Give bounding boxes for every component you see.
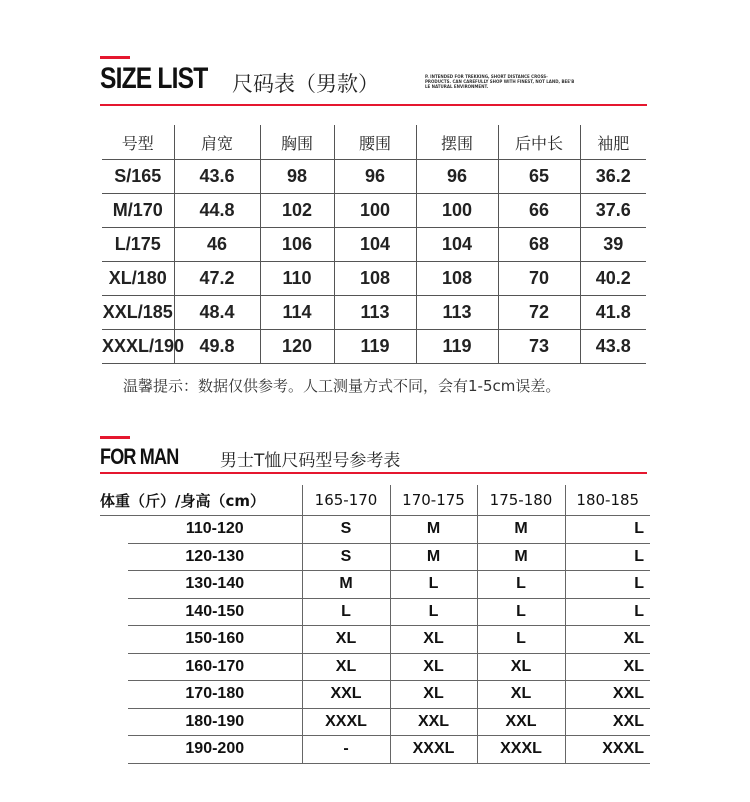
size-cell: XL bbox=[302, 626, 390, 654]
size-cell: XXL bbox=[390, 708, 477, 736]
value-cell: 66 bbox=[498, 194, 580, 228]
value-cell: 96 bbox=[416, 160, 498, 194]
size-cell: M/170 bbox=[102, 194, 174, 228]
size-cell: XXXL bbox=[477, 736, 565, 764]
weight-range-cell: 170-180 bbox=[128, 681, 302, 709]
value-cell: 40.2 bbox=[580, 262, 646, 296]
size-cell: L/175 bbox=[102, 228, 174, 262]
value-cell: 114 bbox=[260, 296, 334, 330]
size-cell: XL bbox=[390, 626, 477, 654]
weight-range-cell: 150-160 bbox=[128, 626, 302, 654]
value-cell: 68 bbox=[498, 228, 580, 262]
section2-accent-bar bbox=[100, 436, 130, 439]
size-cell: L bbox=[390, 598, 477, 626]
size-cell: XL bbox=[302, 653, 390, 681]
value-cell: 47.2 bbox=[174, 262, 260, 296]
table-row bbox=[100, 598, 650, 626]
size-cell: XXL bbox=[565, 681, 650, 709]
section1-subtitle: 尺码表（男款） bbox=[232, 72, 379, 96]
row-spacer bbox=[100, 681, 128, 709]
height-range-header: 180-185 bbox=[565, 485, 650, 516]
column-header: 号型 bbox=[102, 125, 174, 160]
table-row bbox=[100, 708, 650, 736]
table-row bbox=[100, 543, 650, 571]
size-cell: XL bbox=[390, 653, 477, 681]
value-cell: 46 bbox=[174, 228, 260, 262]
value-cell: 113 bbox=[416, 296, 498, 330]
table-row bbox=[102, 296, 646, 330]
value-cell: 104 bbox=[334, 228, 416, 262]
row-spacer bbox=[100, 571, 128, 599]
value-cell: 37.6 bbox=[580, 194, 646, 228]
weight-range-cell: 160-170 bbox=[128, 653, 302, 681]
table-row bbox=[100, 571, 650, 599]
height-range-header: 170-175 bbox=[390, 485, 477, 516]
row-spacer bbox=[100, 543, 128, 571]
size-cell: L bbox=[390, 571, 477, 599]
size-cell: L bbox=[477, 626, 565, 654]
size-cell: L bbox=[565, 571, 650, 599]
value-cell: 110 bbox=[260, 262, 334, 296]
section2-subtitle: 男士T恤尺码型号参考表 bbox=[220, 451, 401, 471]
column-header: 袖肥 bbox=[580, 125, 646, 160]
row-spacer bbox=[100, 736, 128, 764]
column-header: 胸围 bbox=[260, 125, 334, 160]
size-cell: XL bbox=[477, 653, 565, 681]
size-cell: XXXL bbox=[565, 736, 650, 764]
size-cell: - bbox=[302, 736, 390, 764]
size-cell: XXL bbox=[477, 708, 565, 736]
height-range-header: 175-180 bbox=[477, 485, 565, 516]
table-row bbox=[100, 736, 650, 764]
table-row bbox=[100, 653, 650, 681]
size-cell: L bbox=[565, 543, 650, 571]
section1-title: SIZE LIST bbox=[100, 62, 208, 95]
value-cell: 73 bbox=[498, 330, 580, 364]
value-cell: 44.8 bbox=[174, 194, 260, 228]
size-cell: M bbox=[390, 516, 477, 544]
size-cell: XL bbox=[477, 681, 565, 709]
table-row bbox=[102, 330, 646, 364]
size-cell: M bbox=[302, 571, 390, 599]
value-cell: 113 bbox=[334, 296, 416, 330]
value-cell: 65 bbox=[498, 160, 580, 194]
value-cell: 96 bbox=[334, 160, 416, 194]
weight-range-cell: 110-120 bbox=[128, 516, 302, 544]
row-spacer bbox=[100, 626, 128, 654]
size-cell: XXL bbox=[302, 681, 390, 709]
row-spacer bbox=[100, 653, 128, 681]
size-cell: S bbox=[302, 543, 390, 571]
size-cell: S/165 bbox=[102, 160, 174, 194]
weight-range-cell: 120-130 bbox=[128, 543, 302, 571]
size-cell: L bbox=[565, 598, 650, 626]
value-cell: 49.8 bbox=[174, 330, 260, 364]
row-spacer bbox=[100, 516, 128, 544]
size-cell: XL/180 bbox=[102, 262, 174, 296]
weight-height-table bbox=[100, 485, 650, 764]
table-header-row bbox=[100, 485, 650, 516]
weight-range-cell: 180-190 bbox=[128, 708, 302, 736]
row-spacer bbox=[100, 598, 128, 626]
section1-rule bbox=[100, 104, 647, 106]
value-cell: 100 bbox=[334, 194, 416, 228]
value-cell: 108 bbox=[334, 262, 416, 296]
height-range-header: 165-170 bbox=[302, 485, 390, 516]
value-cell: 43.8 bbox=[580, 330, 646, 364]
value-cell: 72 bbox=[498, 296, 580, 330]
value-cell: 104 bbox=[416, 228, 498, 262]
table-row bbox=[100, 626, 650, 654]
table-row bbox=[102, 262, 646, 296]
section1-accent-bar bbox=[100, 56, 130, 59]
weight-range-cell: 140-150 bbox=[128, 598, 302, 626]
column-header: 后中长 bbox=[498, 125, 580, 160]
size-cell: XL bbox=[565, 626, 650, 654]
size-cell: L bbox=[565, 516, 650, 544]
column-header: 肩宽 bbox=[174, 125, 260, 160]
size-cell: XXXL bbox=[302, 708, 390, 736]
size-cell: XL bbox=[390, 681, 477, 709]
weight-range-cell: 190-200 bbox=[128, 736, 302, 764]
size-cell: XXXL/190 bbox=[102, 330, 174, 364]
value-cell: 39 bbox=[580, 228, 646, 262]
row-spacer bbox=[100, 708, 128, 736]
table-row bbox=[100, 516, 650, 544]
size-cell: L bbox=[477, 571, 565, 599]
size-cell: M bbox=[390, 543, 477, 571]
value-cell: 41.8 bbox=[580, 296, 646, 330]
size-cell: L bbox=[302, 598, 390, 626]
size-list-table bbox=[102, 125, 646, 364]
weight-range-cell: 130-140 bbox=[128, 571, 302, 599]
table-row bbox=[102, 160, 646, 194]
size-cell: XXL bbox=[565, 708, 650, 736]
table-header-row bbox=[102, 125, 646, 160]
value-cell: 102 bbox=[260, 194, 334, 228]
measurement-note: 温馨提示：数据仅供参考。人工测量方式不同，会有1-5cm误差。 bbox=[123, 377, 561, 395]
size-cell: XXXL bbox=[390, 736, 477, 764]
section1-fine-print: P. INTENDED FOR TREKKING, SHORT DISTANCE CROSS- PRODUCTS. CAN CAREFULLY SHOP WITH FINEST, NOT LAND, BEE'B LE NATURAL ENVIRONMENT. bbox=[425, 74, 575, 89]
value-cell: 120 bbox=[260, 330, 334, 364]
value-cell: 98 bbox=[260, 160, 334, 194]
section2-rule bbox=[100, 472, 647, 474]
table-row bbox=[102, 194, 646, 228]
size-cell: S bbox=[302, 516, 390, 544]
value-cell: 48.4 bbox=[174, 296, 260, 330]
value-cell: 106 bbox=[260, 228, 334, 262]
value-cell: 108 bbox=[416, 262, 498, 296]
table-row bbox=[102, 228, 646, 262]
value-cell: 100 bbox=[416, 194, 498, 228]
value-cell: 43.6 bbox=[174, 160, 260, 194]
value-cell: 119 bbox=[416, 330, 498, 364]
value-cell: 36.2 bbox=[580, 160, 646, 194]
column-header: 摆围 bbox=[416, 125, 498, 160]
weight-height-label: 体重（斤）/身高（cm） bbox=[100, 485, 302, 516]
size-cell: XXL/185 bbox=[102, 296, 174, 330]
size-cell: XL bbox=[565, 653, 650, 681]
size-cell: M bbox=[477, 516, 565, 544]
value-cell: 70 bbox=[498, 262, 580, 296]
value-cell: 119 bbox=[334, 330, 416, 364]
section2-title: FOR MAN bbox=[100, 444, 179, 469]
table-row bbox=[100, 681, 650, 709]
size-cell: L bbox=[477, 598, 565, 626]
column-header: 腰围 bbox=[334, 125, 416, 160]
size-cell: M bbox=[477, 543, 565, 571]
